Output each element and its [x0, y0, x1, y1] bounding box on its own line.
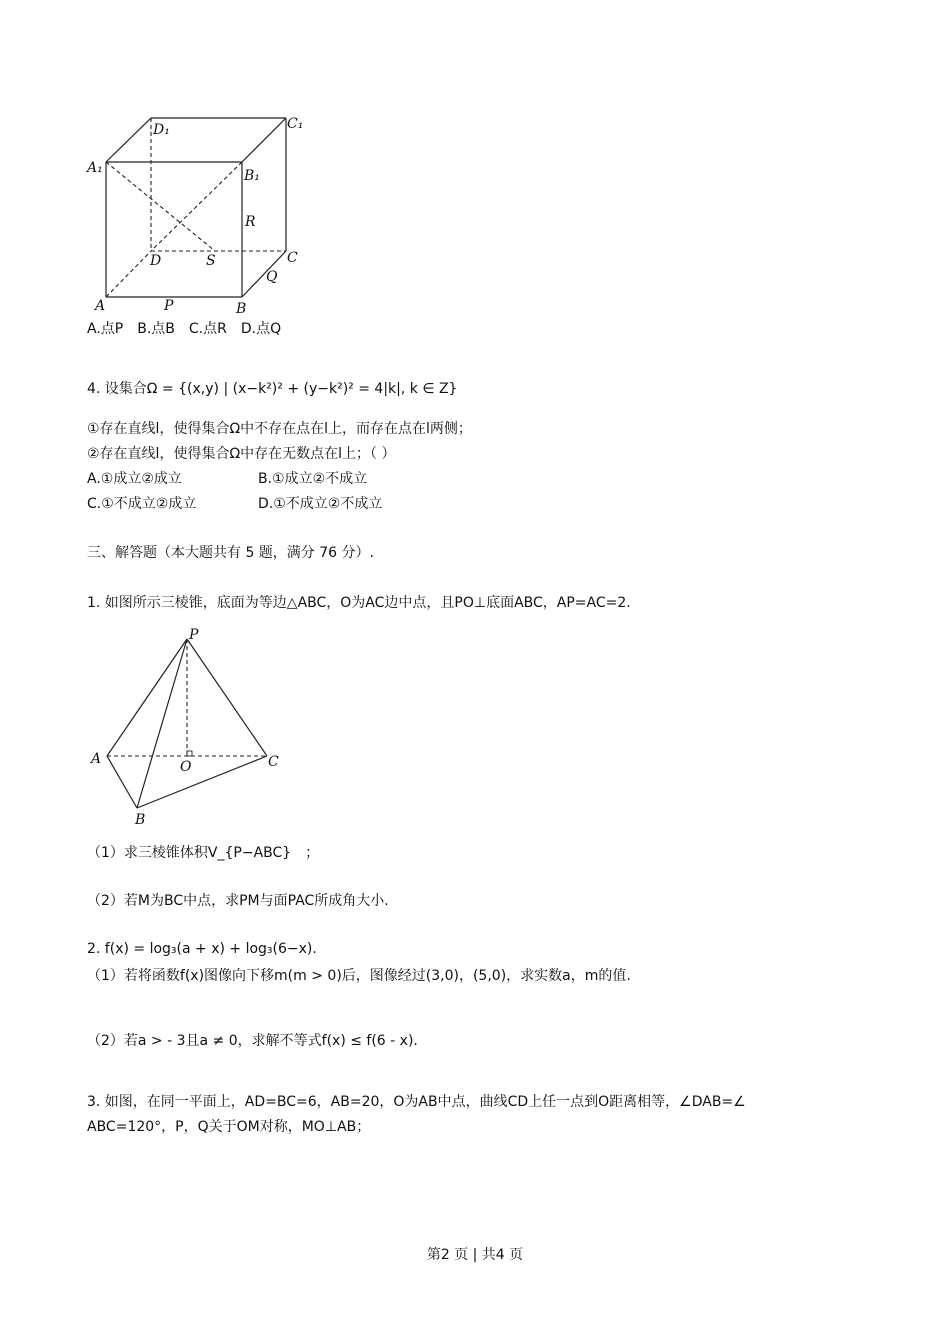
label-b: B — [236, 301, 247, 317]
cube-figure — [80, 110, 320, 325]
label-a: A — [91, 751, 102, 767]
page-footer: 第2 页 | 共4 页 — [426, 1247, 524, 1263]
right-angle-mark — [187, 751, 192, 756]
label-o: O — [180, 759, 192, 775]
label-c1: C₁ — [287, 116, 304, 132]
label-c: C — [287, 250, 298, 266]
q4-option-b: B.①成立②不成立 — [258, 471, 368, 487]
label-p: P — [189, 627, 199, 643]
p2-sub2: （2）若a > - 3且a ≠ 0，求解不等式f(x) ≤ f(6 - x). — [87, 1033, 418, 1049]
label-a: A — [95, 298, 106, 314]
label-c: C — [268, 754, 279, 770]
q4-option-c: C.①不成立②成立 — [87, 496, 197, 512]
section-3-title: 三、解答题（本大题共有 5 题，满分 76 分）. — [87, 545, 374, 561]
p2-stem: 2. f(x) = log₃(a + x) + log₃(6−x). — [87, 941, 317, 957]
label-p: P — [164, 298, 174, 314]
p3-line1: 3. 如图，在同一平面上，AD=BC=6，AB=20，O为AB中点，曲线CD上任一点到O距离相等，∠DAB=∠ — [87, 1094, 746, 1110]
p1-sub2: （2）若M为BC中点，求PM与面PAC所成角大小. — [87, 893, 389, 909]
q4-statement-1: ①存在直线l，使得集合Ω中不存在点在l上，而存在点在l两侧； — [87, 421, 472, 437]
label-s: S — [206, 253, 216, 269]
label-q: Q — [266, 269, 278, 285]
label-d1: D₁ — [153, 122, 170, 138]
q4-option-a: A.①成立②成立 — [87, 471, 182, 487]
label-r: R — [245, 214, 256, 230]
q4-option-d: D.①不成立②不成立 — [258, 496, 383, 512]
label-d: D — [150, 253, 162, 269]
q4-stem: 4. 设集合Ω = {(x,y) | (x−k²)² + (y−k²)² = 4|k|, k ∈ Z} — [87, 381, 458, 397]
label-b1: B₁ — [244, 168, 260, 184]
q4-statement-2: ②存在直线l，使得集合Ω中存在无数点在l上；（ ） — [87, 446, 396, 462]
p1-sub1: （1）求三棱锥体积V_{P−ABC} ； — [87, 845, 320, 861]
label-b: B — [135, 812, 146, 828]
p2-sub1: （1）若将函数f(x)图像向下移m(m > 0)后，图像经过(3,0)，(5,0)，求实数a，m的值. — [87, 968, 631, 984]
pyramid-figure — [85, 625, 295, 830]
p3-line2: ABC=120°，P，Q关于OM对称，MO⊥AB； — [87, 1119, 371, 1135]
p1-stem: 1. 如图所示三棱锥，底面为等边△ABC，O为AC边中点，且PO⊥底面ABC，AP=AC=2. — [87, 595, 631, 611]
q3-options: A.点P B.点B C.点R D.点Q — [87, 321, 282, 337]
label-a1: A₁ — [87, 160, 103, 176]
